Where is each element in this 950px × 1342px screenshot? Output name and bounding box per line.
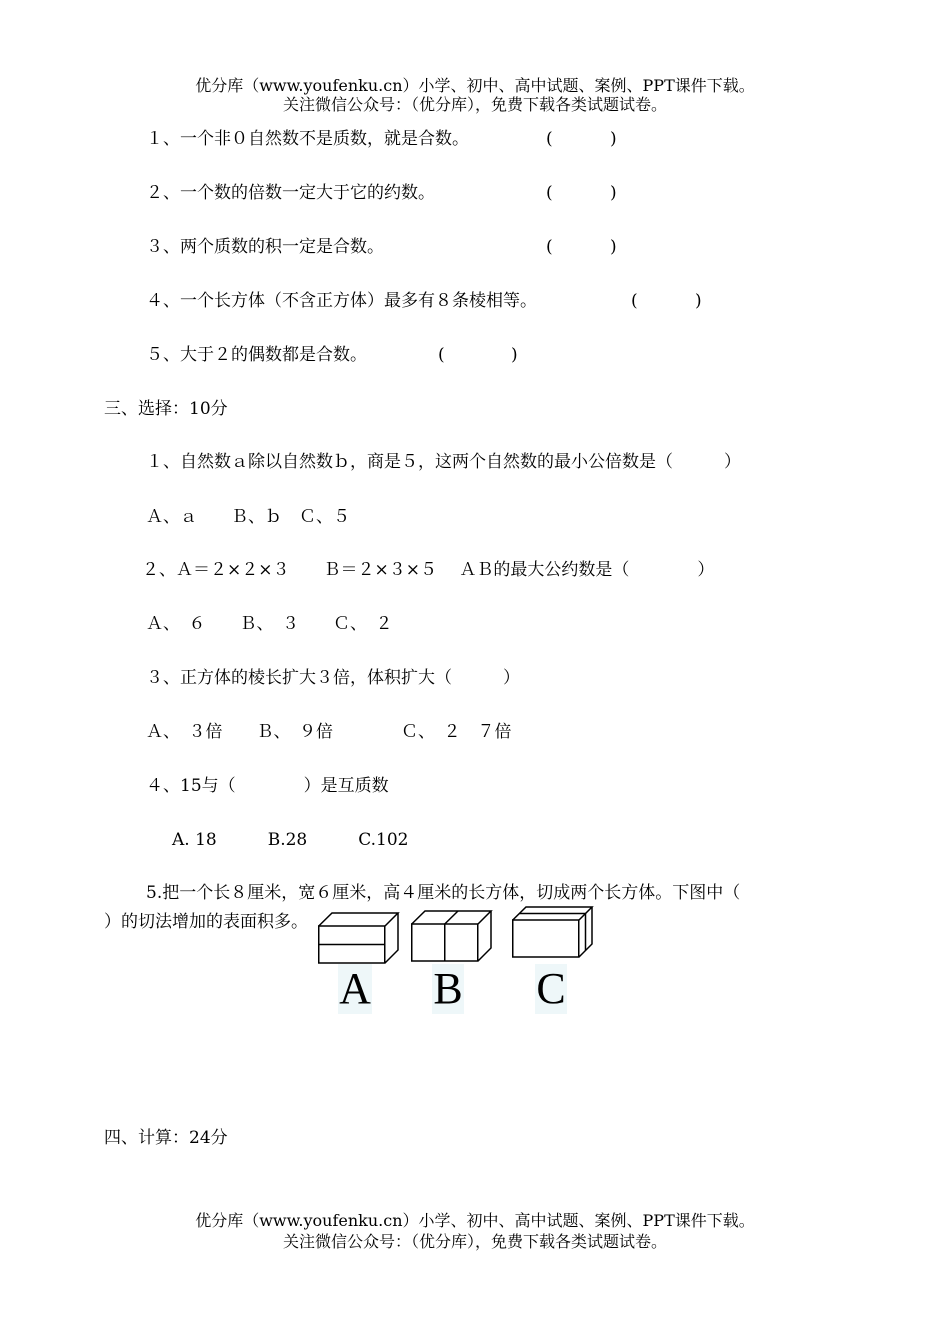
judgment-item-2-close-paren: ) [610,183,617,203]
choice-question-2-options: Ａ、 ６ Ｂ、 ３ Ｃ、 ２ [146,614,393,634]
judgment-item-1: １、一个非０自然数不是质数，就是合数。 [146,129,469,149]
cuboid-figure-c [512,906,594,960]
choice-question-3: ３、正方体的棱长扩大３倍，体积扩大（ ） [146,668,520,688]
judgment-item-3-open-paren: ( [546,237,553,257]
figure-label-b: B [433,964,463,1013]
judgment-item-3-close-paren: ) [610,237,617,257]
choice-question-3-options: Ａ、 ３倍 Ｂ、 ９倍 Ｃ、 ２ ７倍 [146,722,512,742]
choice-question-4-options: A. 18 B.28 C.102 [172,830,409,850]
section-calc-heading: 四、计算：24分 [104,1128,228,1148]
footer-line-2: 关注微信公众号：（优分库），免费下载各类试题试卷。 [282,1232,667,1251]
footer-line-1: 优分库（www.youfenku.cn）小学、初中、高中试题、案例、PPT课件下载。 [195,1211,755,1230]
choice-question-2: ２、Ａ＝２×２×３ Ｂ＝２×３×５ ＡＢ的最大公约数是（ ） [142,560,715,580]
choice-question-1-options: Ａ、ａ Ｂ、ｂ Ｃ、５ [146,507,350,527]
judgment-item-2-open-paren: ( [546,183,553,203]
judgment-item-1-open-paren: ( [546,129,553,149]
judgment-item-4-open-paren: ( [631,291,638,311]
judgment-item-2: ２、一个数的倍数一定大于它的约数。 [146,183,435,203]
judgment-item-4: ４、一个长方体（不含正方体）最多有８条棱相等。 [146,291,537,311]
figure-label-c: C [536,964,566,1013]
choice-question-1: １、自然数ａ除以自然数ｂ，商是５，这两个自然数的最小公倍数是（ ） [146,452,741,472]
judgment-item-5: ５、大于２的偶数都是合数。 [146,345,367,365]
judgment-item-5-close-paren: ) [511,345,518,365]
judgment-item-5-open-paren: ( [438,345,445,365]
judgment-item-3: ３、两个质数的积一定是合数。 [146,237,384,257]
cuboid-figure-b [411,910,493,964]
header-line-1: 优分库（www.youfenku.cn）小学、初中、高中试题、案例、PPT课件下载。 [195,76,755,95]
header-line-2: 关注微信公众号：（优分库），免费下载各类试题试卷。 [282,95,667,114]
choice-question-4: ４、15与（ ）是互质数 [146,776,389,796]
judgment-item-4-close-paren: ) [695,291,702,311]
section-choice-heading: 三、选择：10分 [104,399,228,419]
choice-question-5-line-2: ）的切法增加的表面积多。 [104,912,308,932]
figure-label-a: A [339,964,371,1013]
judgment-item-1-close-paren: ) [610,129,617,149]
cuboid-figure-a [318,912,400,966]
choice-question-5-line-1: 5.把一个长８厘米，宽６厘米，高４厘米的长方体，切成两个长方体。下图中（ [146,883,741,903]
